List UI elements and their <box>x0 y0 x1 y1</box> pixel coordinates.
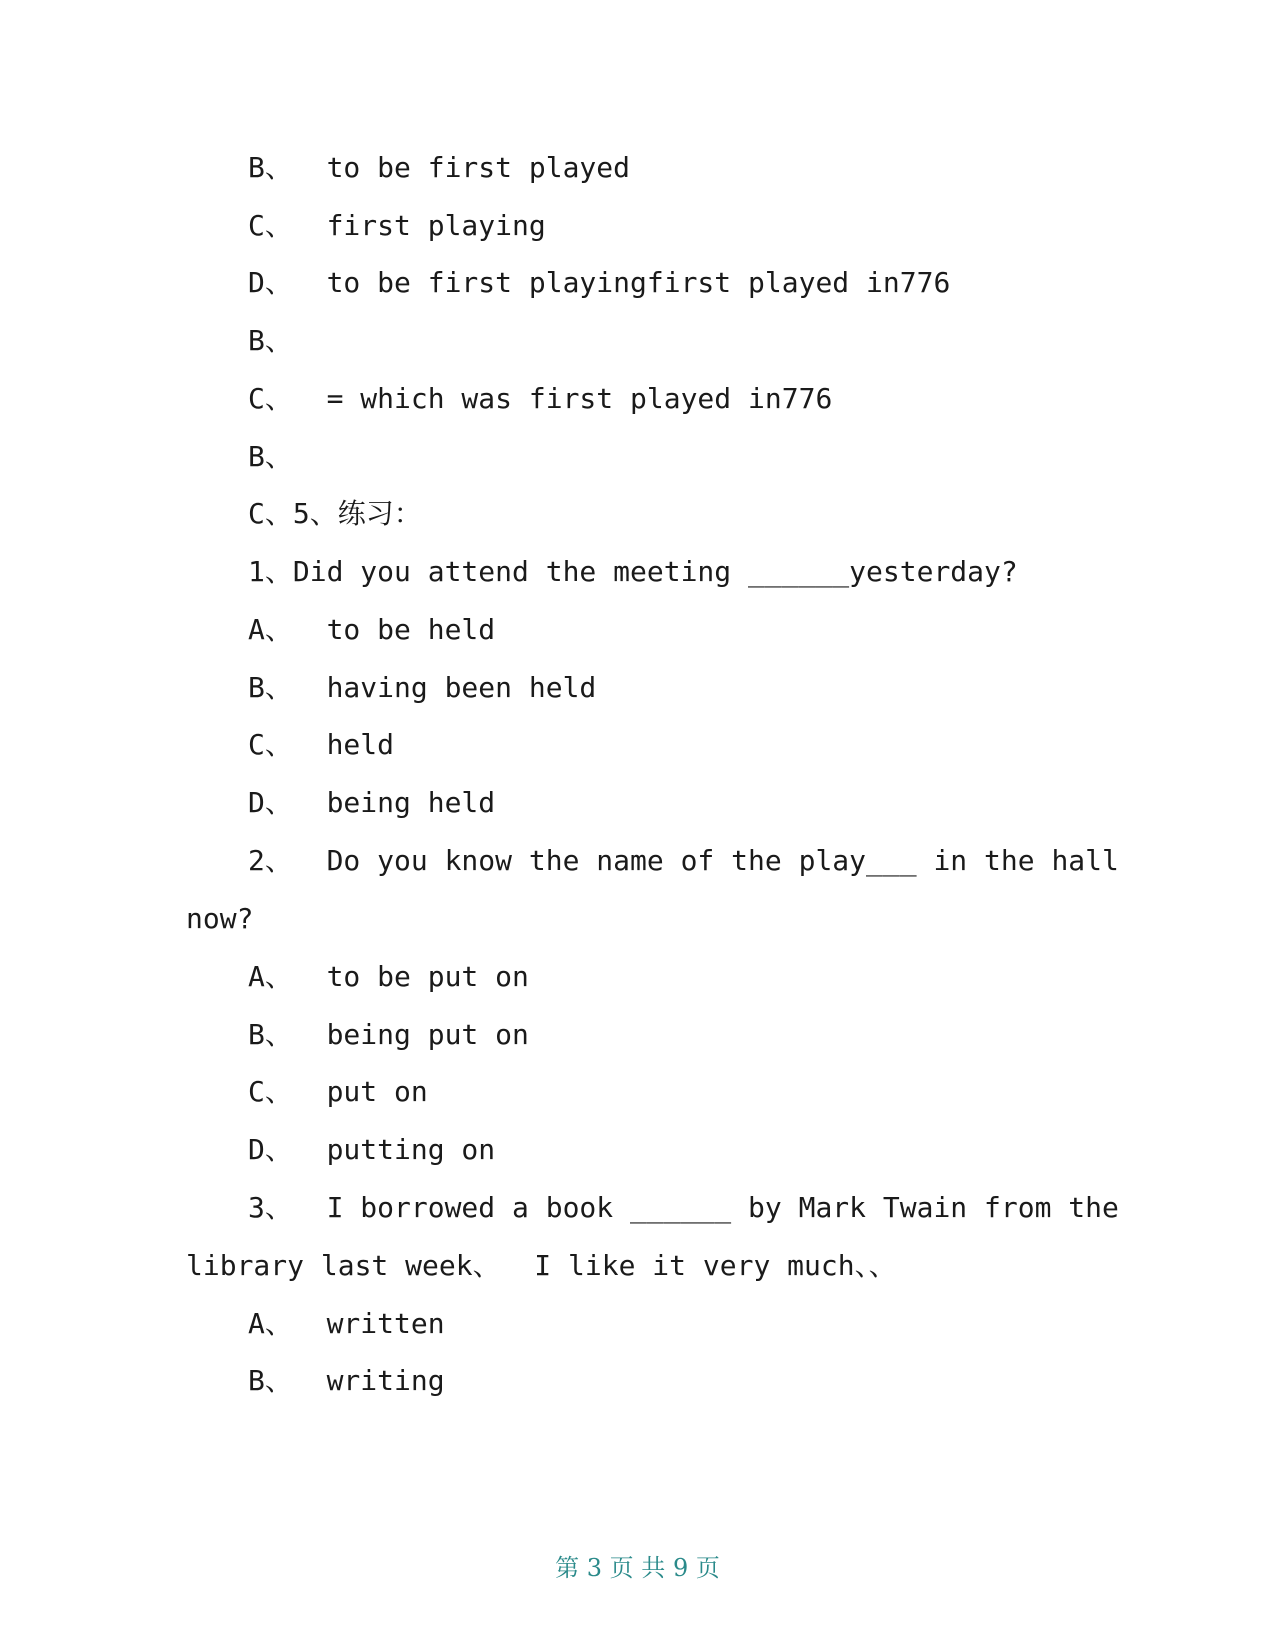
question-3-line: 3、 I borrowed a book ______ by Mark Twain from the <box>248 1191 1119 1224</box>
question-2-continuation: now? <box>186 902 254 935</box>
option-c-line: C、 put on <box>248 1075 428 1108</box>
option-b-line: B、 <box>248 324 293 357</box>
option-d-line: D、 to be first playingfirst played in776 <box>248 266 951 299</box>
option-c-line: C、 held <box>248 728 395 761</box>
section-heading-line: C、5、练习： <box>248 497 422 530</box>
option-a-line: A、 written <box>248 1307 445 1340</box>
option-b-line: B、 being put on <box>248 1018 529 1051</box>
question-1-line: 1、Did you attend the meeting ______yesterday? <box>248 555 1018 588</box>
option-b-line: B、 having been held <box>248 671 597 704</box>
option-b-line: B、 <box>248 440 293 473</box>
question-3-continuation: library last week、 I like it very much、、 <box>186 1249 897 1282</box>
option-b-line: B、 writing <box>248 1364 445 1397</box>
option-d-line: D、 putting on <box>248 1133 496 1166</box>
option-b-line: B、 to be first played <box>248 151 631 184</box>
option-c-line: C、 first playing <box>248 209 546 242</box>
option-a-line: A、 to be held <box>248 613 496 646</box>
question-2-line: 2、 Do you know the name of the play___ in the hall <box>248 844 1119 877</box>
option-c-line: C、 = which was first played in776 <box>248 382 833 415</box>
option-d-line: D、 being held <box>248 786 496 819</box>
page-number-footer: 第 3 页 共 9 页 <box>555 1554 720 1582</box>
option-a-line: A、 to be put on <box>248 960 529 993</box>
